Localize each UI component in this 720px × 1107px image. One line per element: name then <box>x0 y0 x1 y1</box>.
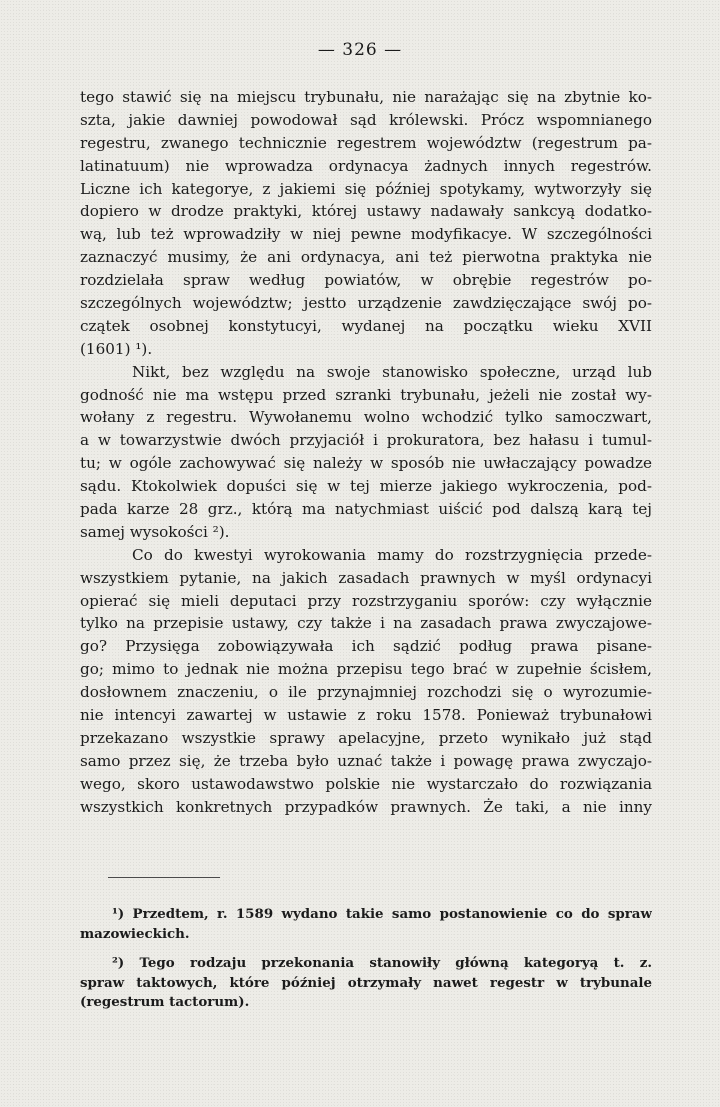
text-line: sądu. Ktokolwiek dopuści się w tej mierze jakiego wykroczenia, pod- <box>80 477 652 496</box>
text-line: wszystkich konkretnych przypadków prawnych. Że taki, a nie inny <box>80 797 652 816</box>
text-line: Nikt, bez względu na swoje stanowisko społeczne, urząd lub <box>132 362 652 381</box>
footnotes <box>80 905 652 1013</box>
text-line: go; mimo to jednak nie można przepisu tego brać w zupełnie ścisłem, <box>80 660 652 679</box>
text-line: a w towarzystwie dwóch przyjaciół i prokuratora, bez hałasu i tumul- <box>80 431 652 450</box>
footnote-divider <box>108 877 220 878</box>
text-line: pada karze 28 grz., którą ma natychmiast uiścić pod dalszą karą tej <box>80 500 652 519</box>
page-number: — 326 — <box>317 40 403 60</box>
text-line: samo przez się, że trzeba było uznać także i powagę prawa zwyczajo- <box>80 751 652 770</box>
text-line: Liczne ich kategorye, z jakiemi się później spotykamy, wytworzyły się <box>80 179 652 198</box>
footnote-line: (regestrum tactorum). <box>80 994 250 1011</box>
text-line: tego stawić się na miejscu trybunału, nie narażając się na zbytnie ko- <box>80 88 652 106</box>
text-line: zaznaczyć musimy, że ani ordynacya, ani też pierwotna praktyka nie <box>80 248 652 267</box>
main-text <box>80 86 652 819</box>
footnote-line: ¹) Przedtem, r. 1589 wydano takie samo postanowienie co do spraw <box>112 906 652 922</box>
text-line: samej wysokości ²). <box>80 522 230 541</box>
text-line: Co do kwestyi wyrokowania mamy do rozstrzygnięcia przede- <box>132 545 652 564</box>
text-line: dosłownem znaczeniu, o ile przynajmniej rozchodzi się o wyrozumie- <box>80 683 652 702</box>
footnote-line: mazowieckich. <box>80 925 190 942</box>
text-line: czątek osobnej konstytucyi, wydanej na początku wieku XVII <box>80 316 652 335</box>
text-line: wą, lub też wprowadziły w niej pewne modyfikacye. W szczególności <box>80 225 652 244</box>
text-line: dopiero w drodze praktyki, której ustawy nadawały sankcyą dodatko- <box>80 202 652 221</box>
footnote-spacer <box>80 944 652 954</box>
text-line: szta, jakie dawniej powodował sąd królewski. Prócz wspomnianego <box>80 110 652 129</box>
text-line: tu; w ogóle zachowywać się należy w sposób nie uwłaczający powadze <box>80 454 652 473</box>
text-line: szczególnych województw; jestto urządzenie zawdzięczające swój po- <box>80 294 652 313</box>
text-line: opierać się mieli deputaci przy rozstrzyganiu sporów: czy wyłącznie <box>80 591 652 610</box>
text-line: wego, skoro ustawodawstwo polskie nie wystarczało do rozwiązania <box>80 774 652 793</box>
text-line: tylko na przepisie ustawy, czy także i na zasadach prawa zwyczajowe- <box>80 614 652 633</box>
text-line: go? Przysięga zobowiązywała ich sądzić podług prawa pisane- <box>80 637 652 656</box>
text-line: wołany z regestru. Wywołanemu wolno wchodzić tylko samoczwart, <box>80 408 652 427</box>
text-line: (1601) ¹). <box>80 339 153 358</box>
footnote-line: spraw taktowych, które później otrzymały nawet regestr w trybunale <box>80 974 652 991</box>
text-line: latinatuum) nie wprowadza ordynacya żadnych innych regestrów. <box>80 156 652 175</box>
text-line: godność nie ma wstępu przed szranki trybunału, jeżeli nie został wy- <box>80 385 652 404</box>
text-line: przekazano wszystkie sprawy apelacyjne, przeto wynikało już stąd <box>80 728 652 747</box>
text-line: wszystkiem pytanie, na jakich zasadach prawnych w myśl ordynacyi <box>80 568 652 587</box>
text-line: rozdzielała spraw według powiatów, w obrębie regestrów po- <box>80 271 652 290</box>
text-line: nie intencyi zawartej w ustawie z roku 1578. Ponieważ trybunałowi <box>80 706 652 725</box>
text-line: regestru, zwanego technicznie regestrem województw (regestrum pa- <box>80 133 652 152</box>
footnote-line: ²) Tego rodzaju przekonania stanowiły główną kategoryą t. z. <box>112 955 652 972</box>
